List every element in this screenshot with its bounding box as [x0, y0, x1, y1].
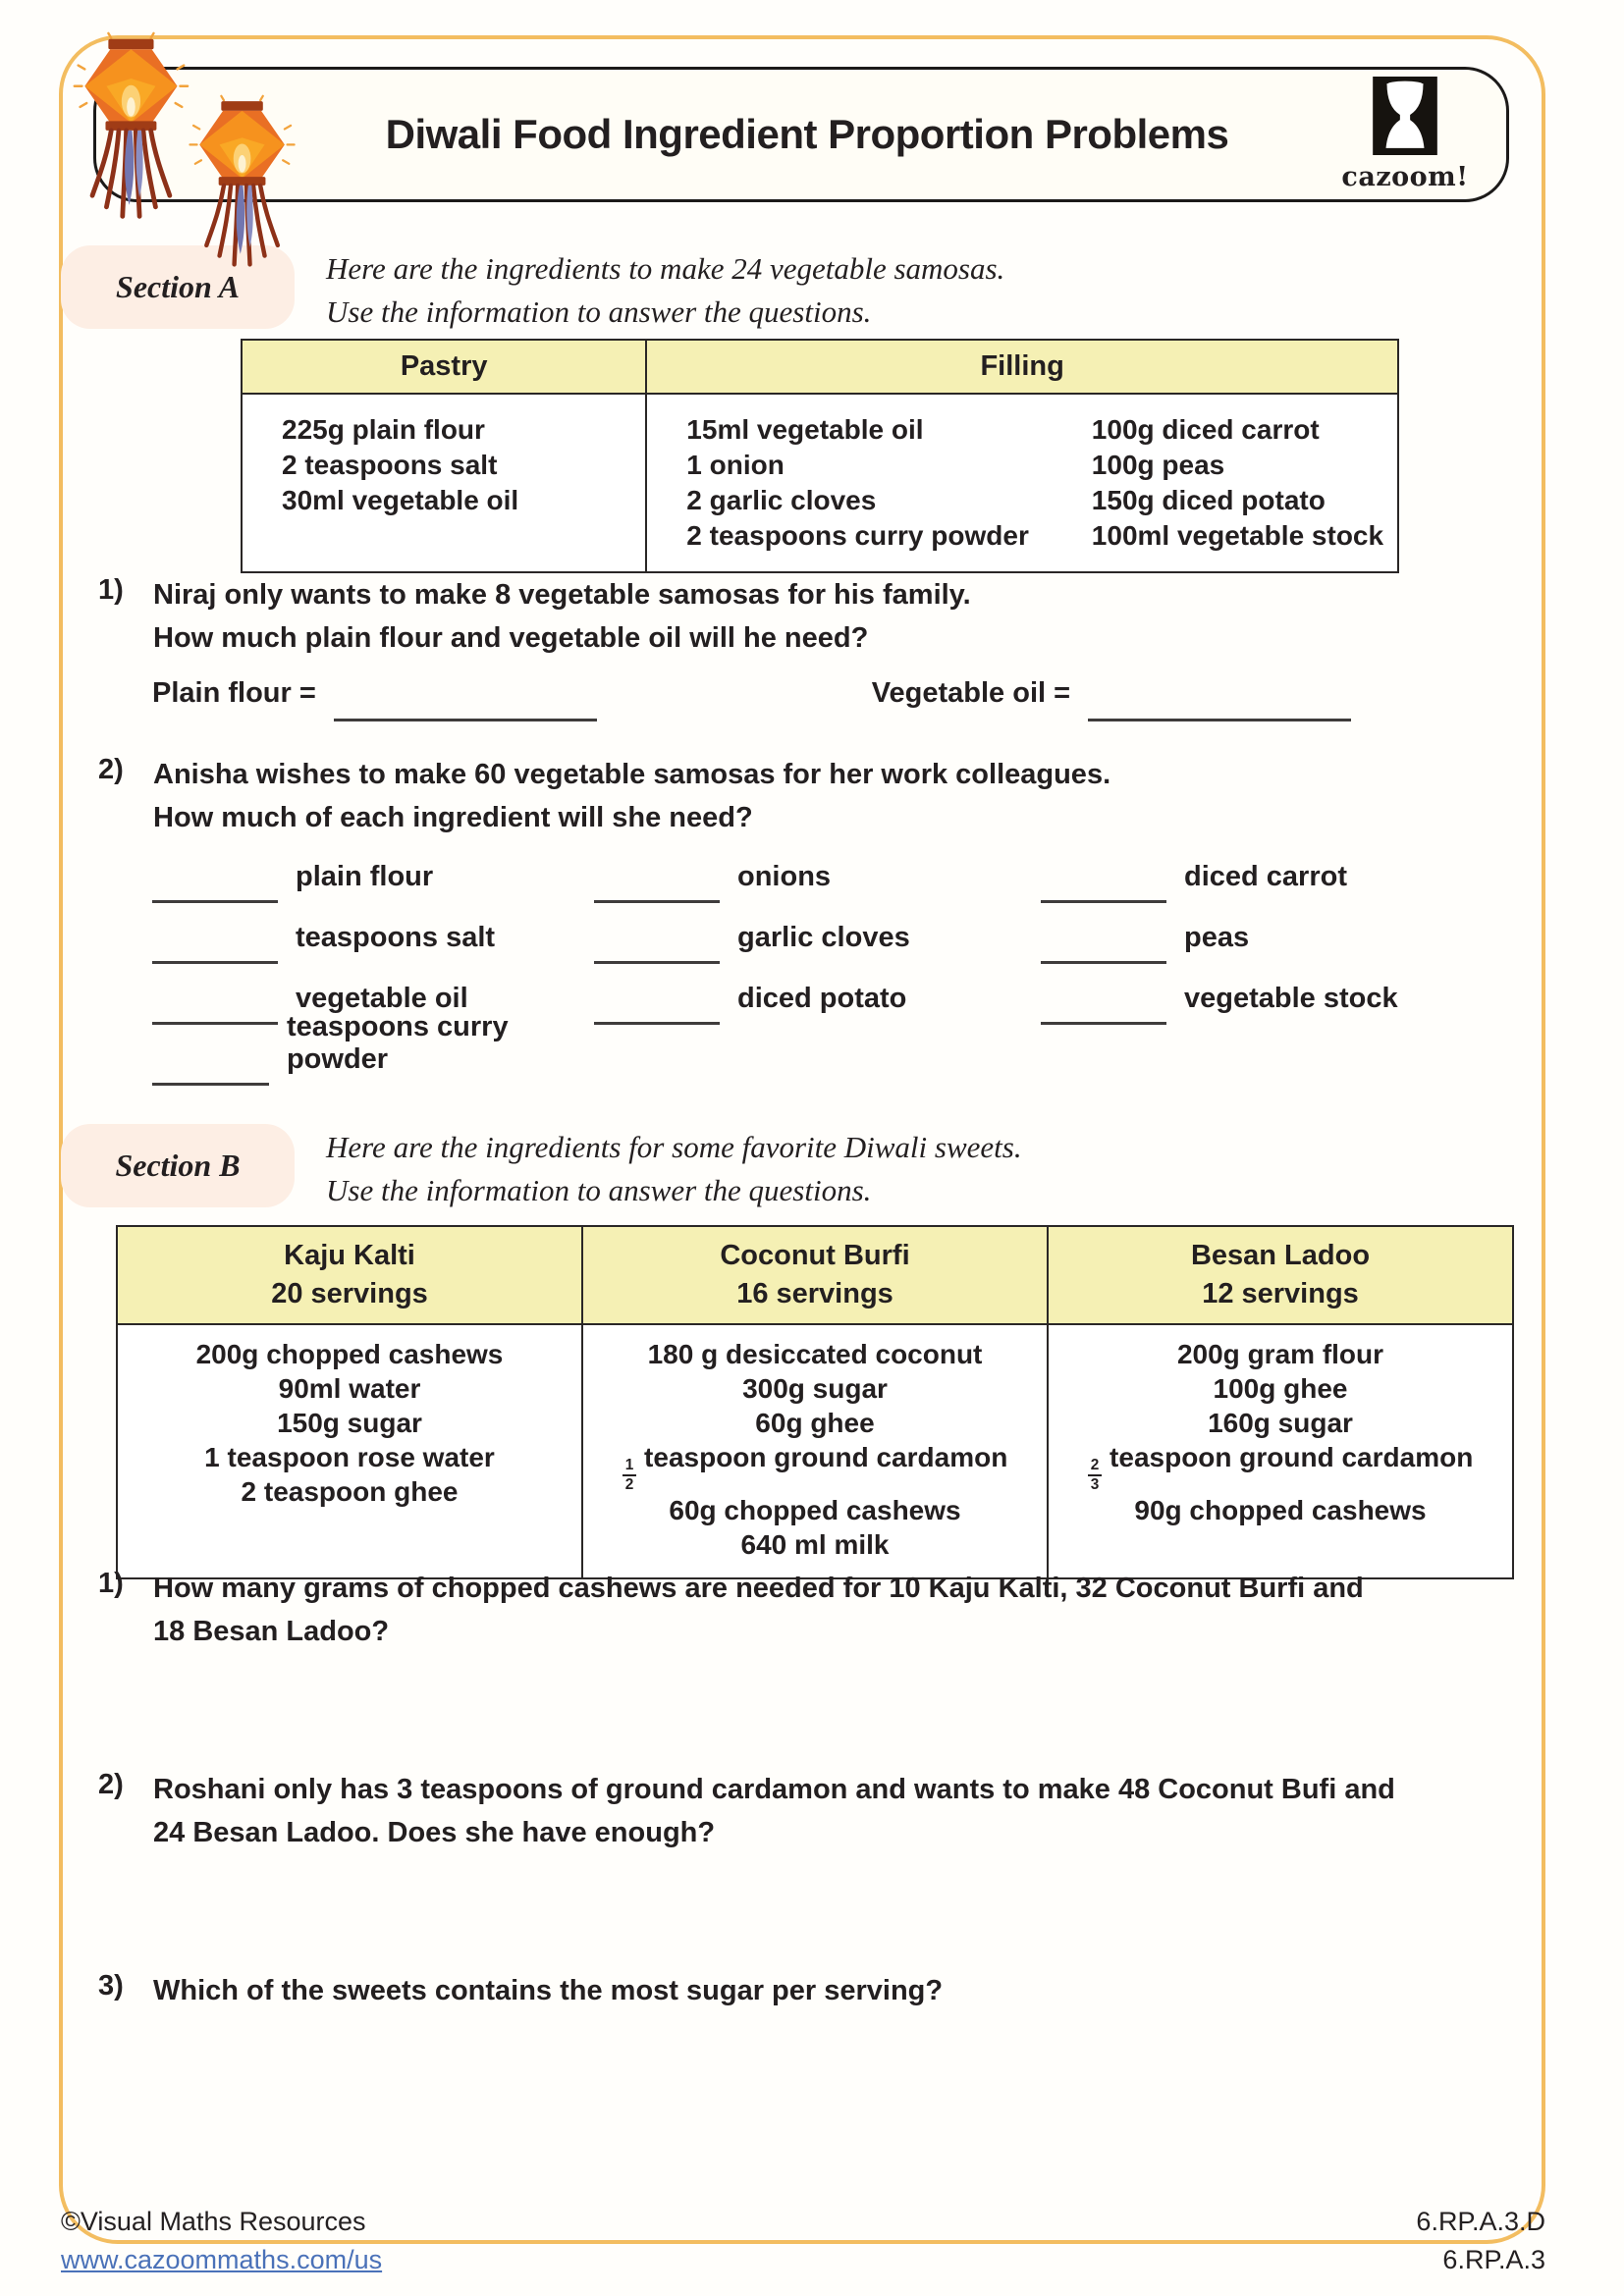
samosa-ingredients-table [241, 339, 1399, 573]
ingredient-line: 180 g desiccated coconut [647, 1339, 983, 1370]
kaju-kalti-header [117, 1226, 582, 1324]
filling-column-header: Filling [646, 340, 1398, 394]
ingredient-label: plain flour [296, 861, 434, 892]
ingredient-line: 160g sugar [1208, 1408, 1353, 1439]
ingredient-blanks-grid [152, 856, 1488, 1086]
filling-ingredients-cell [646, 394, 1398, 572]
ingredient-label: diced potato [737, 983, 907, 1014]
besan-ladoo-ingredient-list [1053, 1337, 1508, 1527]
sweet-servings: 20 servings [271, 1278, 428, 1310]
ingredient-line: 150g diced potato [1091, 485, 1326, 515]
answer-blank-cell [1041, 978, 1488, 1025]
cazoommaths-link[interactable]: www.cazoommaths.com/us [61, 2245, 383, 2275]
sweets-ingredients-table [116, 1225, 1514, 1579]
question-line1: Niraj only wants to make 8 vegetable samosas for his family. [153, 579, 971, 611]
section-a-intro [326, 245, 1004, 334]
sweet-servings: 12 servings [1202, 1278, 1359, 1310]
ingredient-line: 1 teaspoon rose water [204, 1442, 495, 1473]
table-header-row [117, 1226, 1513, 1324]
question-line2: 18 Besan Ladoo? [153, 1615, 390, 1647]
sweet-name: Kaju Kalti [284, 1240, 415, 1271]
ingredient-label: onions [737, 861, 832, 892]
copyright-text: ©Visual Maths Resources [61, 2207, 366, 2236]
standard-code-2: 6.RP.A.3 [1442, 2245, 1545, 2275]
question-text [153, 574, 971, 660]
answer-blank-line[interactable] [152, 982, 278, 1025]
section-a-question-2 [98, 754, 1110, 839]
section-a-intro-line2: Use the information to answer the questions. [326, 294, 872, 330]
ingredient-label: diced carrot [1184, 861, 1347, 892]
ingredient-line: 90g chopped cashews [1134, 1494, 1427, 1525]
question-line2: How much of each ingredient will she need? [153, 801, 753, 833]
question-text [153, 1568, 1364, 1653]
question-line1: Which of the sweets contains the most sugar per serving? [153, 1975, 944, 2006]
ingredient-line: $\frac{2}{3}$ teaspoon ground cardamon [1053, 1440, 1508, 1493]
ingredient-line: 30ml vegetable oil [282, 485, 519, 515]
ingredient-line: 200g gram flour [1176, 1339, 1384, 1370]
question-line1: Roshani only has 3 teaspoons of ground cardamon and wants to make 48 Coconut Bufi and [153, 1774, 1395, 1805]
question-text [153, 754, 1110, 839]
question-number: 1) [98, 1568, 124, 1599]
ingredient-line: 300g sugar [742, 1373, 888, 1405]
answer-blank-line[interactable] [594, 860, 720, 903]
ingredient-line: 2 teaspoons curry powder [686, 520, 1029, 551]
coconut-burfi-ingredient-list [587, 1337, 1043, 1562]
question-number: 1) [98, 574, 124, 606]
question-number: 3) [98, 1970, 124, 2002]
answer-blank-cell [594, 856, 1041, 903]
ingredient-line: 100g diced carrot [1091, 414, 1320, 445]
ingredient-line: 1 onion [686, 450, 785, 480]
ingredient-line: 150g sugar [277, 1408, 422, 1439]
ingredient-line: 90ml water [278, 1373, 421, 1405]
ingredient-line: 2 teaspoon ghee [241, 1476, 459, 1508]
section-a-intro-line1: Here are the ingredients to make 24 vegetable samosas. [326, 251, 1005, 286]
coconut-burfi-ingredients-cell [582, 1324, 1048, 1578]
section-b-header [61, 1124, 1022, 1212]
answer-blank-line[interactable] [594, 982, 720, 1025]
table-header-row [242, 340, 1398, 394]
plain-flour-answer-label: Plain flour = [152, 677, 316, 709]
section-a-question-1 [98, 574, 971, 660]
plain-flour-answer-blank[interactable] [334, 678, 597, 721]
answer-blank-line[interactable] [1041, 982, 1166, 1025]
pastry-column-header: Pastry [242, 340, 646, 394]
section-b-question-1 [98, 1568, 1364, 1653]
answer-blank-line[interactable] [1041, 921, 1166, 964]
question-text [153, 1970, 943, 2013]
page-title: Diwali Food Ingredient Proportion Problems [385, 111, 1229, 157]
ingredient-line: 200g chopped cashews [195, 1339, 504, 1370]
question-line1: Anisha wishes to make 60 vegetable samosas for her work colleagues. [153, 759, 1111, 790]
cazoom-logo-text: cazoom! [1341, 162, 1469, 192]
answer-blank-cell [1041, 917, 1488, 964]
kaju-kalti-ingredient-list [122, 1337, 577, 1509]
table-body-row [117, 1324, 1513, 1578]
section-b-intro [326, 1124, 1022, 1212]
answer-blank-cell [1041, 856, 1488, 903]
table-body-row [242, 394, 1398, 572]
question-number: 2) [98, 1769, 124, 1800]
answer-blank-line[interactable] [152, 1042, 269, 1086]
ingredient-label: teaspoons curry powder [286, 1011, 509, 1075]
ingredient-line: 15ml vegetable oil [686, 414, 924, 445]
ingredient-label: vegetable stock [1184, 983, 1398, 1014]
answer-blank-line[interactable] [594, 921, 720, 964]
answer-blank-cell [152, 917, 594, 964]
cazoom-logo [1331, 77, 1479, 192]
section-b-intro-line1: Here are the ingredients for some favorite Diwali sweets. [326, 1130, 1022, 1164]
pastry-ingredient-list [282, 412, 645, 518]
question-line1: How many grams of chopped cashews are needed for 10 Kaju Kalti, 32 Coconut Burfi and [153, 1573, 1364, 1604]
ingredient-line: 225g plain flour [282, 414, 485, 445]
answer-blank-cell [152, 1011, 594, 1086]
answer-blank-cell [594, 917, 1041, 964]
footer-right [1416, 2203, 1545, 2279]
ingredient-line: 60g chopped cashews [669, 1494, 961, 1525]
question-line2: How much plain flour and vegetable oil will he need? [153, 621, 869, 654]
answer-blank-line[interactable] [1041, 860, 1166, 903]
answer-blank-cell [594, 978, 1041, 1025]
kaju-kalti-ingredients-cell [117, 1324, 582, 1578]
standard-code-1: 6.RP.A.3.D [1416, 2207, 1545, 2236]
ingredient-label: vegetable oil [296, 983, 468, 1014]
diwali-lanterns-illustration [67, 31, 314, 275]
ingredient-line: 2 teaspoons salt [282, 450, 498, 480]
ingredient-line: 60g ghee [755, 1408, 875, 1439]
ingredient-line: 640 ml milk [740, 1528, 890, 1560]
coconut-burfi-header [582, 1226, 1048, 1324]
fraction: $\frac{2}{3}$ [1088, 1458, 1103, 1493]
besan-ladoo-header [1048, 1226, 1513, 1324]
vegetable-oil-answer-blank[interactable] [1088, 678, 1351, 721]
question-number: 2) [98, 754, 124, 785]
ingredient-line: 100ml vegetable stock [1091, 520, 1384, 551]
section-a-label: Section A [61, 245, 295, 329]
ingredient-label: peas [1184, 922, 1250, 953]
ingredient-line: 2 garlic cloves [686, 485, 877, 515]
sweet-name: Coconut Burfi [720, 1240, 910, 1271]
besan-ladoo-ingredients-cell [1048, 1324, 1513, 1578]
section-b-question-2 [98, 1769, 1395, 1854]
ingredient-label: teaspoons salt [296, 922, 496, 953]
filling-ingredient-list-2 [1092, 412, 1383, 554]
filling-ingredient-list-1 [686, 412, 1092, 554]
section-b-question-3 [98, 1970, 943, 2013]
section-b-label: Section B [61, 1124, 295, 1207]
section-a-q1-answers [152, 677, 1351, 721]
section-b-intro-line2: Use the information to answer the questions. [326, 1173, 872, 1208]
footer-left [61, 2203, 382, 2279]
sweet-servings: 16 servings [736, 1278, 893, 1310]
fraction: $\frac{1}{2}$ [623, 1458, 637, 1493]
answer-blank-cell [152, 856, 594, 903]
ingredient-line: 100g peas [1091, 450, 1225, 480]
pastry-ingredients-cell [242, 394, 646, 572]
ingredient-line: $\frac{1}{2}$ teaspoon ground cardamon [587, 1440, 1043, 1493]
vegetable-oil-answer-label: Vegetable oil = [871, 677, 1071, 709]
ingredient-line: 100g ghee [1213, 1373, 1348, 1405]
answer-blank-line[interactable] [152, 921, 278, 964]
answer-blank-line[interactable] [152, 860, 278, 903]
djembe-drum-icon [1373, 77, 1437, 155]
ingredient-label: garlic cloves [737, 922, 910, 953]
question-text [153, 1769, 1395, 1854]
question-line2: 24 Besan Ladoo. Does she have enough? [153, 1816, 716, 1848]
sweet-name: Besan Ladoo [1190, 1240, 1371, 1271]
